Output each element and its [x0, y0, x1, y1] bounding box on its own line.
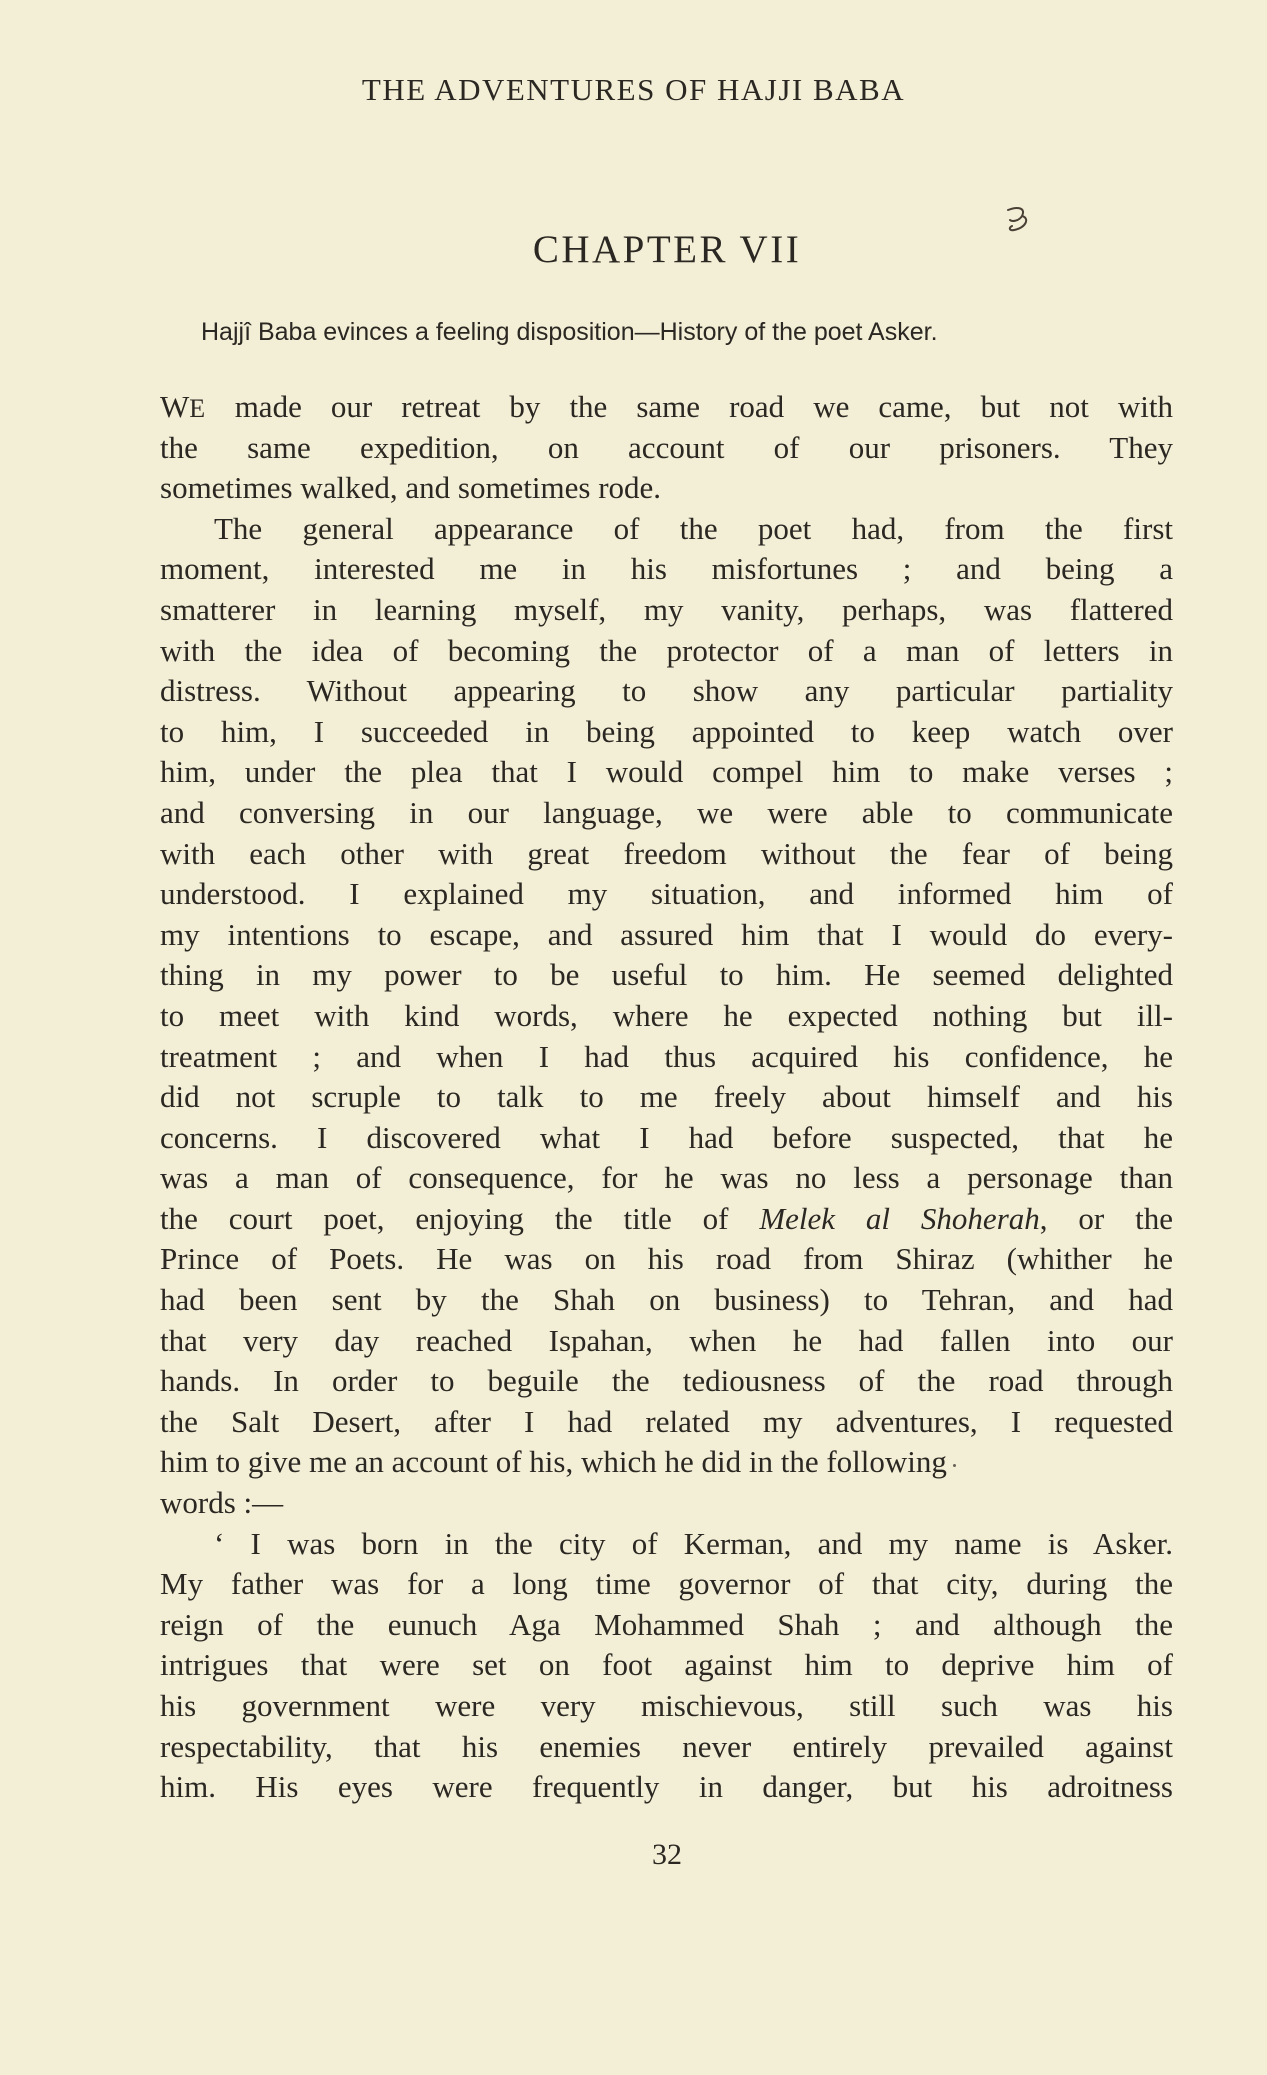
body-text: [160, 387, 1173, 1808]
text-line: concerns. I discovered what I had before suspected, that he: [160, 1119, 1173, 1155]
text-line: WE made our retreat by the same road we came, but not with: [160, 389, 1173, 424]
italic-title: Melek al Shoherah: [759, 1200, 1040, 1236]
text-line: My father was for a long time governor of that city, during the: [160, 1566, 1173, 1602]
text-line: ‘ I was born in the city of Kerman, and my name is Asker.: [214, 1525, 1173, 1561]
text-line: his government were very mischievous, still such was his: [160, 1688, 1173, 1723]
text-line: my intentions to escape, and assured him that I would do every-: [160, 916, 1173, 952]
stray-mark: [953, 1464, 956, 1467]
chapter-summary: Hajjî Baba evinces a feeling disposition—History of the poet Asker.: [201, 318, 938, 346]
text-line: intrigues that were set on foot against him to deprive him of: [160, 1647, 1173, 1683]
text-line: sometimes walked, and sometimes rode.: [160, 470, 662, 506]
text-line: him to give me an account of his, which he did in the following: [160, 1442, 1173, 1483]
text-line: The general appearance of the poet had, from the first: [214, 510, 1173, 546]
text-line: words :—: [160, 1485, 284, 1521]
text-line: the Salt Desert, after I had related my adventures, I requested: [160, 1403, 1173, 1439]
text-line: the same expedition, on account of our prisoners. They: [160, 429, 1173, 465]
text-line: him. His eyes were frequently in danger, but his adroitness: [160, 1769, 1173, 1805]
text-line: was a man of consequence, for he was no less a personage than: [160, 1160, 1173, 1196]
text-line: Prince of Poets. He was on his road from Shiraz (whither he: [160, 1241, 1173, 1277]
text-line: and conversing in our language, we were able to communicate: [160, 794, 1173, 830]
text-line: moment, interested me in his misfortunes ; and being a: [160, 551, 1173, 587]
text-line: the court poet, enjoying the title of Melek al Shoherah, or the: [160, 1200, 1173, 1236]
text-line: distress. Without appearing to show any particular partiality: [160, 673, 1173, 709]
text-line: that very day reached Ispahan, when he had fallen into our: [160, 1322, 1173, 1358]
text-line: to meet with kind words, where he expected nothing but ill-: [160, 997, 1173, 1033]
text-line: did not scruple to talk to me freely about himself and his: [160, 1079, 1173, 1115]
chapter-title: CHAPTER VII: [532, 228, 802, 271]
text-line: understood. I explained my situation, and informed him of: [160, 876, 1173, 912]
text-line: had been sent by the Shah on business) to Tehran, and had: [160, 1282, 1173, 1318]
text-line: to him, I succeeded in being appointed to keep watch over: [160, 713, 1173, 749]
text-line: thing in my power to be useful to him. He seemed delighted: [160, 957, 1173, 993]
text-line: reign of the eunuch Aga Mohammed Shah ; and although the: [160, 1606, 1173, 1642]
text-line: with the idea of becoming the protector of a man of letters in: [160, 632, 1173, 668]
text-line: with each other with great freedom without the fear of being: [160, 835, 1173, 871]
text-line: treatment ; and when I had thus acquired his confidence, he: [160, 1038, 1173, 1074]
text-line: smatterer in learning myself, my vanity, perhaps, was flattered: [160, 591, 1173, 627]
text-line: him, under the plea that I would compel him to make verses ;: [160, 754, 1173, 790]
running-head: THE ADVENTURES OF HAJJI BABA: [361, 72, 906, 107]
text-line: respectability, that his enemies never entirely prevailed against: [160, 1728, 1173, 1764]
text-line: hands. In order to beguile the tediousness of the road through: [160, 1363, 1173, 1399]
page-number: 32: [652, 1838, 682, 1871]
